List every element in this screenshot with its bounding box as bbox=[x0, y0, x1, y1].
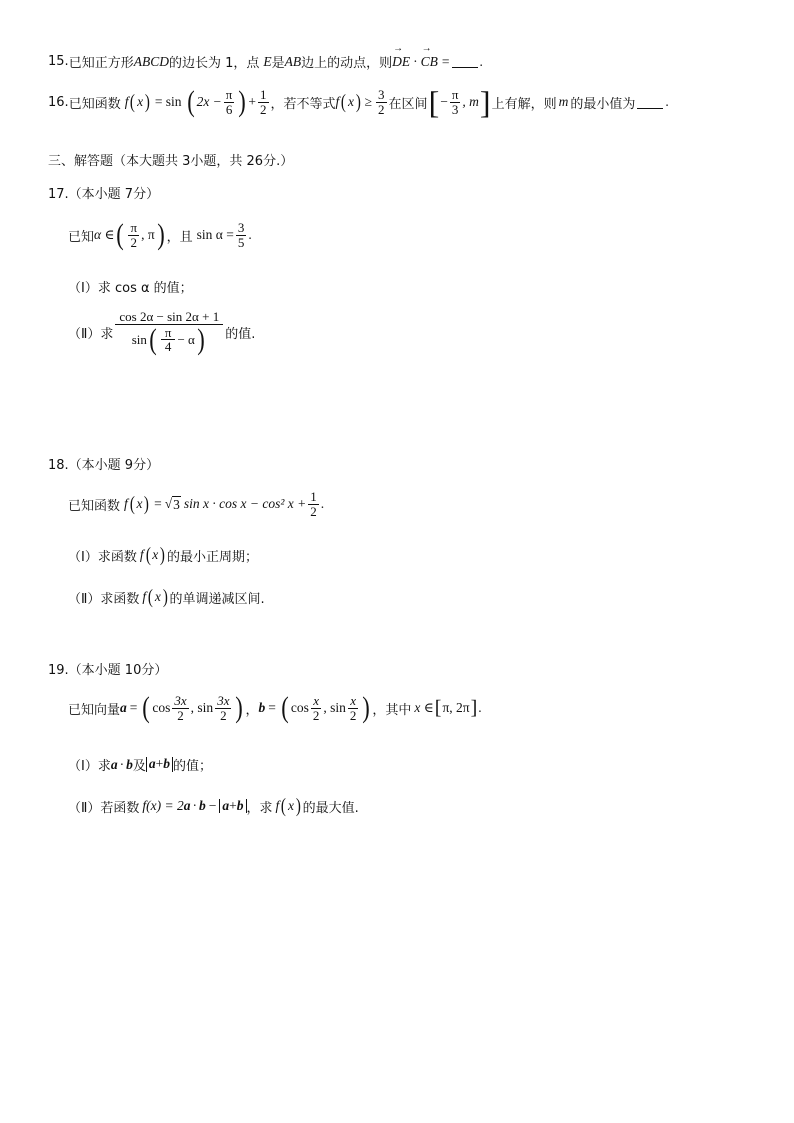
q18-frac-1-2: $\frac{1}{2}$ bbox=[310, 489, 317, 519]
q17-part-1: （Ⅰ）求 cos α 的值； bbox=[68, 281, 193, 296]
question-16: 16. 已知函数 f ( x ) = sin ( 2x − $\frac{\pi}{6}$ ) + $\frac{1}{2}$ ，若不等式 f ( x ) ≥ $\frac{3}{2}$ 在区间 [ − $\frac{\pi}{3}$ , m ] 上有解，则 m 的最小值为 . bbox=[48, 84, 669, 120]
q15-point-e: E bbox=[263, 53, 272, 69]
q17-big-fraction: cos 2α − sin 2α + 1 sin ( $\frac{\pi}{4}$ − α ) bbox=[115, 310, 223, 355]
q17-part-2: （Ⅱ）求 cos 2α − sin 2α + 1 sin ( $\frac{\pi}{4}$ − α ) 的值. bbox=[68, 309, 256, 356]
q18-part-2: （Ⅱ）求函数 f ( x ) 的单调递减区间. bbox=[68, 586, 265, 608]
q15-segment-ab: AB bbox=[284, 53, 302, 69]
q16-number: 16. bbox=[48, 94, 69, 110]
question-15: 15. 已知正方形 ABCD 的边长为 1，点 E 是 AB 边上的动点，则 → DE · → CB = . bbox=[48, 52, 483, 71]
q16-frac-3-2: $\frac{3}{2}$ bbox=[378, 86, 385, 117]
q15-number: 15. bbox=[48, 54, 69, 69]
vector-a: a bbox=[120, 700, 127, 715]
q18-header: 18.（本小题 9分） bbox=[48, 458, 160, 473]
q19-part-2: （Ⅱ）若函数 f(x) = 2 a · b − a+b ，求 f ( x ) 的最大值. bbox=[68, 795, 359, 817]
q17-frac-pi-2: $\frac{\pi}{2}$ bbox=[130, 219, 138, 250]
q16-answer-blank bbox=[637, 96, 663, 109]
q19-abs-a-plus-b: a+b bbox=[146, 757, 173, 772]
vector-de: → DE bbox=[392, 54, 410, 70]
q19-vectors: 已知向量 a = ( cos $\frac{3x}{2}$ , sin $\frac{3x}{2}$ ) ， b = ( cos $\frac{x}{2}$ , sin $\frac{x}{2}$ ) ，其中 x ∈ [ π, 2π ] . bbox=[68, 691, 482, 724]
q16-frac-pi-3: $\frac{\pi}{3}$ bbox=[451, 86, 459, 117]
vector-cb: → CB bbox=[421, 54, 438, 70]
q15-square-name: ABCD bbox=[133, 53, 169, 69]
q15-text: 已知正方形 bbox=[68, 56, 134, 71]
q18-part-1: （Ⅰ）求函数 f ( x ) 的最小正周期； bbox=[68, 544, 258, 566]
q17-given: 已知 α ∈ ( $\frac{\pi}{2}$ , π ) ，且 sin α = $\frac{3}{5}$ . bbox=[68, 218, 252, 251]
q18-function: 已知函数 f ( x ) = √ 3 sin x · cos x − cos² x + $\frac{1}{2}$ . bbox=[68, 489, 325, 519]
q19-abs-a-plus-b-2: a+b bbox=[219, 799, 246, 814]
q17-header: 17.（本小题 7分） bbox=[48, 187, 160, 202]
vector-b: b bbox=[258, 700, 266, 715]
q16-frac-1-2: $\frac{1}{2}$ bbox=[260, 86, 267, 117]
q19-part-1: （Ⅰ）求 a · b 及 a+b 的值； bbox=[68, 756, 212, 774]
q16-frac-pi-6: $\frac{\pi}{6}$ bbox=[225, 86, 233, 117]
q15-answer-blank bbox=[452, 55, 478, 68]
section-heading: 三、解答题（本大题共 3小题，共 26分.） bbox=[48, 154, 294, 169]
q17-frac-3-5: $\frac{3}{5}$ bbox=[237, 219, 245, 250]
q19-header: 19.（本小题 10分） bbox=[48, 663, 168, 678]
